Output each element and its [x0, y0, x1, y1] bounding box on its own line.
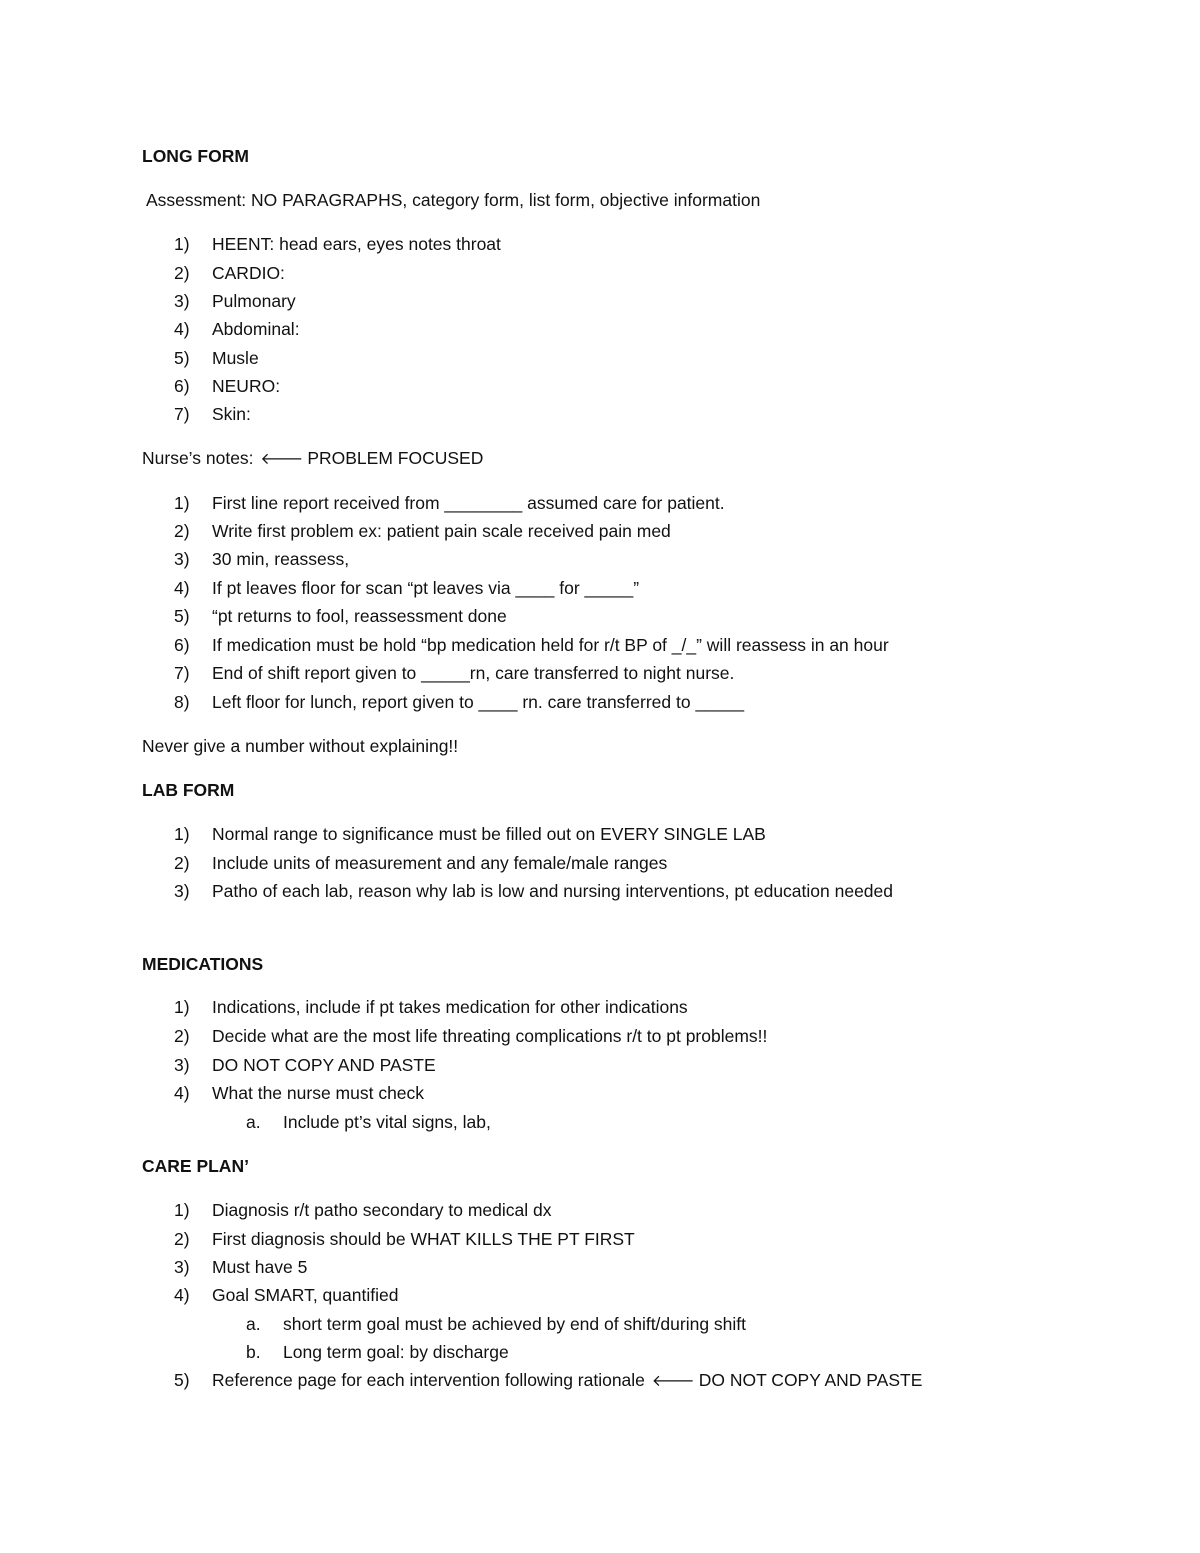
- list-text: Reference page for each intervention following rationale: [212, 1370, 645, 1390]
- sub-list-text: Long term goal: by discharge: [283, 1342, 509, 1362]
- list-text: What the nurse must check: [212, 1083, 425, 1103]
- list-number: 2): [174, 1026, 190, 1046]
- list-number: 4): [174, 1285, 190, 1305]
- sub-list-text: short term goal must be achieved by end of shift/during shift: [283, 1314, 747, 1334]
- list-number: 3): [174, 549, 190, 569]
- list-number: 6): [174, 635, 190, 655]
- list-number: 6): [174, 376, 190, 396]
- closing-note: Never give a number without explaining!!: [142, 736, 459, 756]
- list-text: “pt returns to fool, reassessment done: [212, 606, 507, 626]
- list-number: 2): [174, 853, 190, 873]
- list-number: 1): [174, 824, 190, 844]
- list-text: Diagnosis r/t patho secondary to medical dx: [212, 1200, 552, 1220]
- list-text: Normal range to significance must be filled out on EVERY SINGLE LAB: [212, 824, 766, 844]
- nurses-notes-line: [142, 447, 483, 470]
- list-text: First diagnosis should be WHAT KILLS THE PT FIRST: [212, 1229, 635, 1249]
- sub-list-letter: a.: [246, 1112, 261, 1132]
- list-number: 1): [174, 493, 190, 513]
- list-number: 7): [174, 663, 190, 683]
- list-text: DO NOT COPY AND PASTE: [212, 1055, 436, 1075]
- list-text: Decide what are the most life threating complications r/t to pt problems!!: [212, 1026, 768, 1046]
- sub-list-text: Include pt’s vital signs, lab,: [283, 1112, 491, 1132]
- lab-form-heading: LAB FORM: [142, 780, 235, 800]
- sub-list-letter: b.: [246, 1342, 261, 1362]
- nurses-notes-label: Nurse’s notes:: [142, 448, 254, 468]
- list-number: 7): [174, 404, 190, 424]
- list-number: 1): [174, 997, 190, 1017]
- list-number: 1): [174, 234, 190, 254]
- list-text: End of shift report given to _____rn, care transferred to night nurse.: [212, 663, 735, 683]
- list-number: 3): [174, 1055, 190, 1075]
- list-text-with-arrow: [212, 1369, 922, 1392]
- list-text: Abdominal:: [212, 319, 300, 339]
- list-text: Goal SMART, quantified: [212, 1285, 399, 1305]
- list-text: Indications, include if pt takes medication for other indications: [212, 997, 688, 1017]
- list-text: If pt leaves floor for scan “pt leaves via ____ for _____”: [212, 578, 640, 598]
- list-text: Pulmonary: [212, 291, 296, 311]
- list-text: HEENT: head ears, eyes notes throat: [212, 234, 501, 254]
- list-text: CARDIO:: [212, 263, 285, 283]
- list-number: 8): [174, 692, 190, 712]
- left-arrow-icon: 🡐: [260, 449, 304, 468]
- list-number: 3): [174, 291, 190, 311]
- left-arrow-icon: 🡐: [651, 1371, 695, 1390]
- care-plan-heading: CARE PLAN’: [142, 1156, 249, 1176]
- list-text: First line report received from ________ assumed care for patient.: [212, 493, 725, 513]
- list-number: 2): [174, 521, 190, 541]
- list-number: 2): [174, 263, 190, 283]
- list-text: Write first problem ex: patient pain scale received pain med: [212, 521, 671, 541]
- list-text: Patho of each lab, reason why lab is low and nursing interventions, pt education needed: [212, 881, 894, 901]
- medications-heading: MEDICATIONS: [142, 954, 264, 974]
- list-number: 2): [174, 1229, 190, 1249]
- list-text: Left floor for lunch, report given to ____ rn. care transferred to _____: [212, 692, 745, 712]
- sub-list-letter: a.: [246, 1314, 261, 1334]
- list-number: 1): [174, 1200, 190, 1220]
- list-number: 4): [174, 319, 190, 339]
- list-text: NEURO:: [212, 376, 281, 396]
- list-number: 5): [174, 606, 190, 626]
- nurses-notes-focus: PROBLEM FOCUSED: [307, 448, 484, 468]
- list-number: 4): [174, 578, 190, 598]
- list-text: Include units of measurement and any female/male ranges: [212, 853, 668, 873]
- list-number: 4): [174, 1083, 190, 1103]
- list-text: Must have 5: [212, 1257, 308, 1277]
- list-number: 5): [174, 1370, 190, 1390]
- list-text: Skin:: [212, 404, 251, 424]
- list-text: Musle: [212, 348, 259, 368]
- long-form-heading: LONG FORM: [142, 146, 249, 166]
- list-text: 30 min, reassess,: [212, 549, 350, 569]
- list-number: 3): [174, 881, 190, 901]
- list-number: 5): [174, 348, 190, 368]
- list-number: 3): [174, 1257, 190, 1277]
- list-text-tail: DO NOT COPY AND PASTE: [698, 1370, 923, 1390]
- list-text: If medication must be hold “bp medication held for r/t BP of _/_” will reassess in an hour: [212, 635, 889, 655]
- assessment-intro: Assessment: NO PARAGRAPHS, category form, list form, objective information: [146, 190, 761, 210]
